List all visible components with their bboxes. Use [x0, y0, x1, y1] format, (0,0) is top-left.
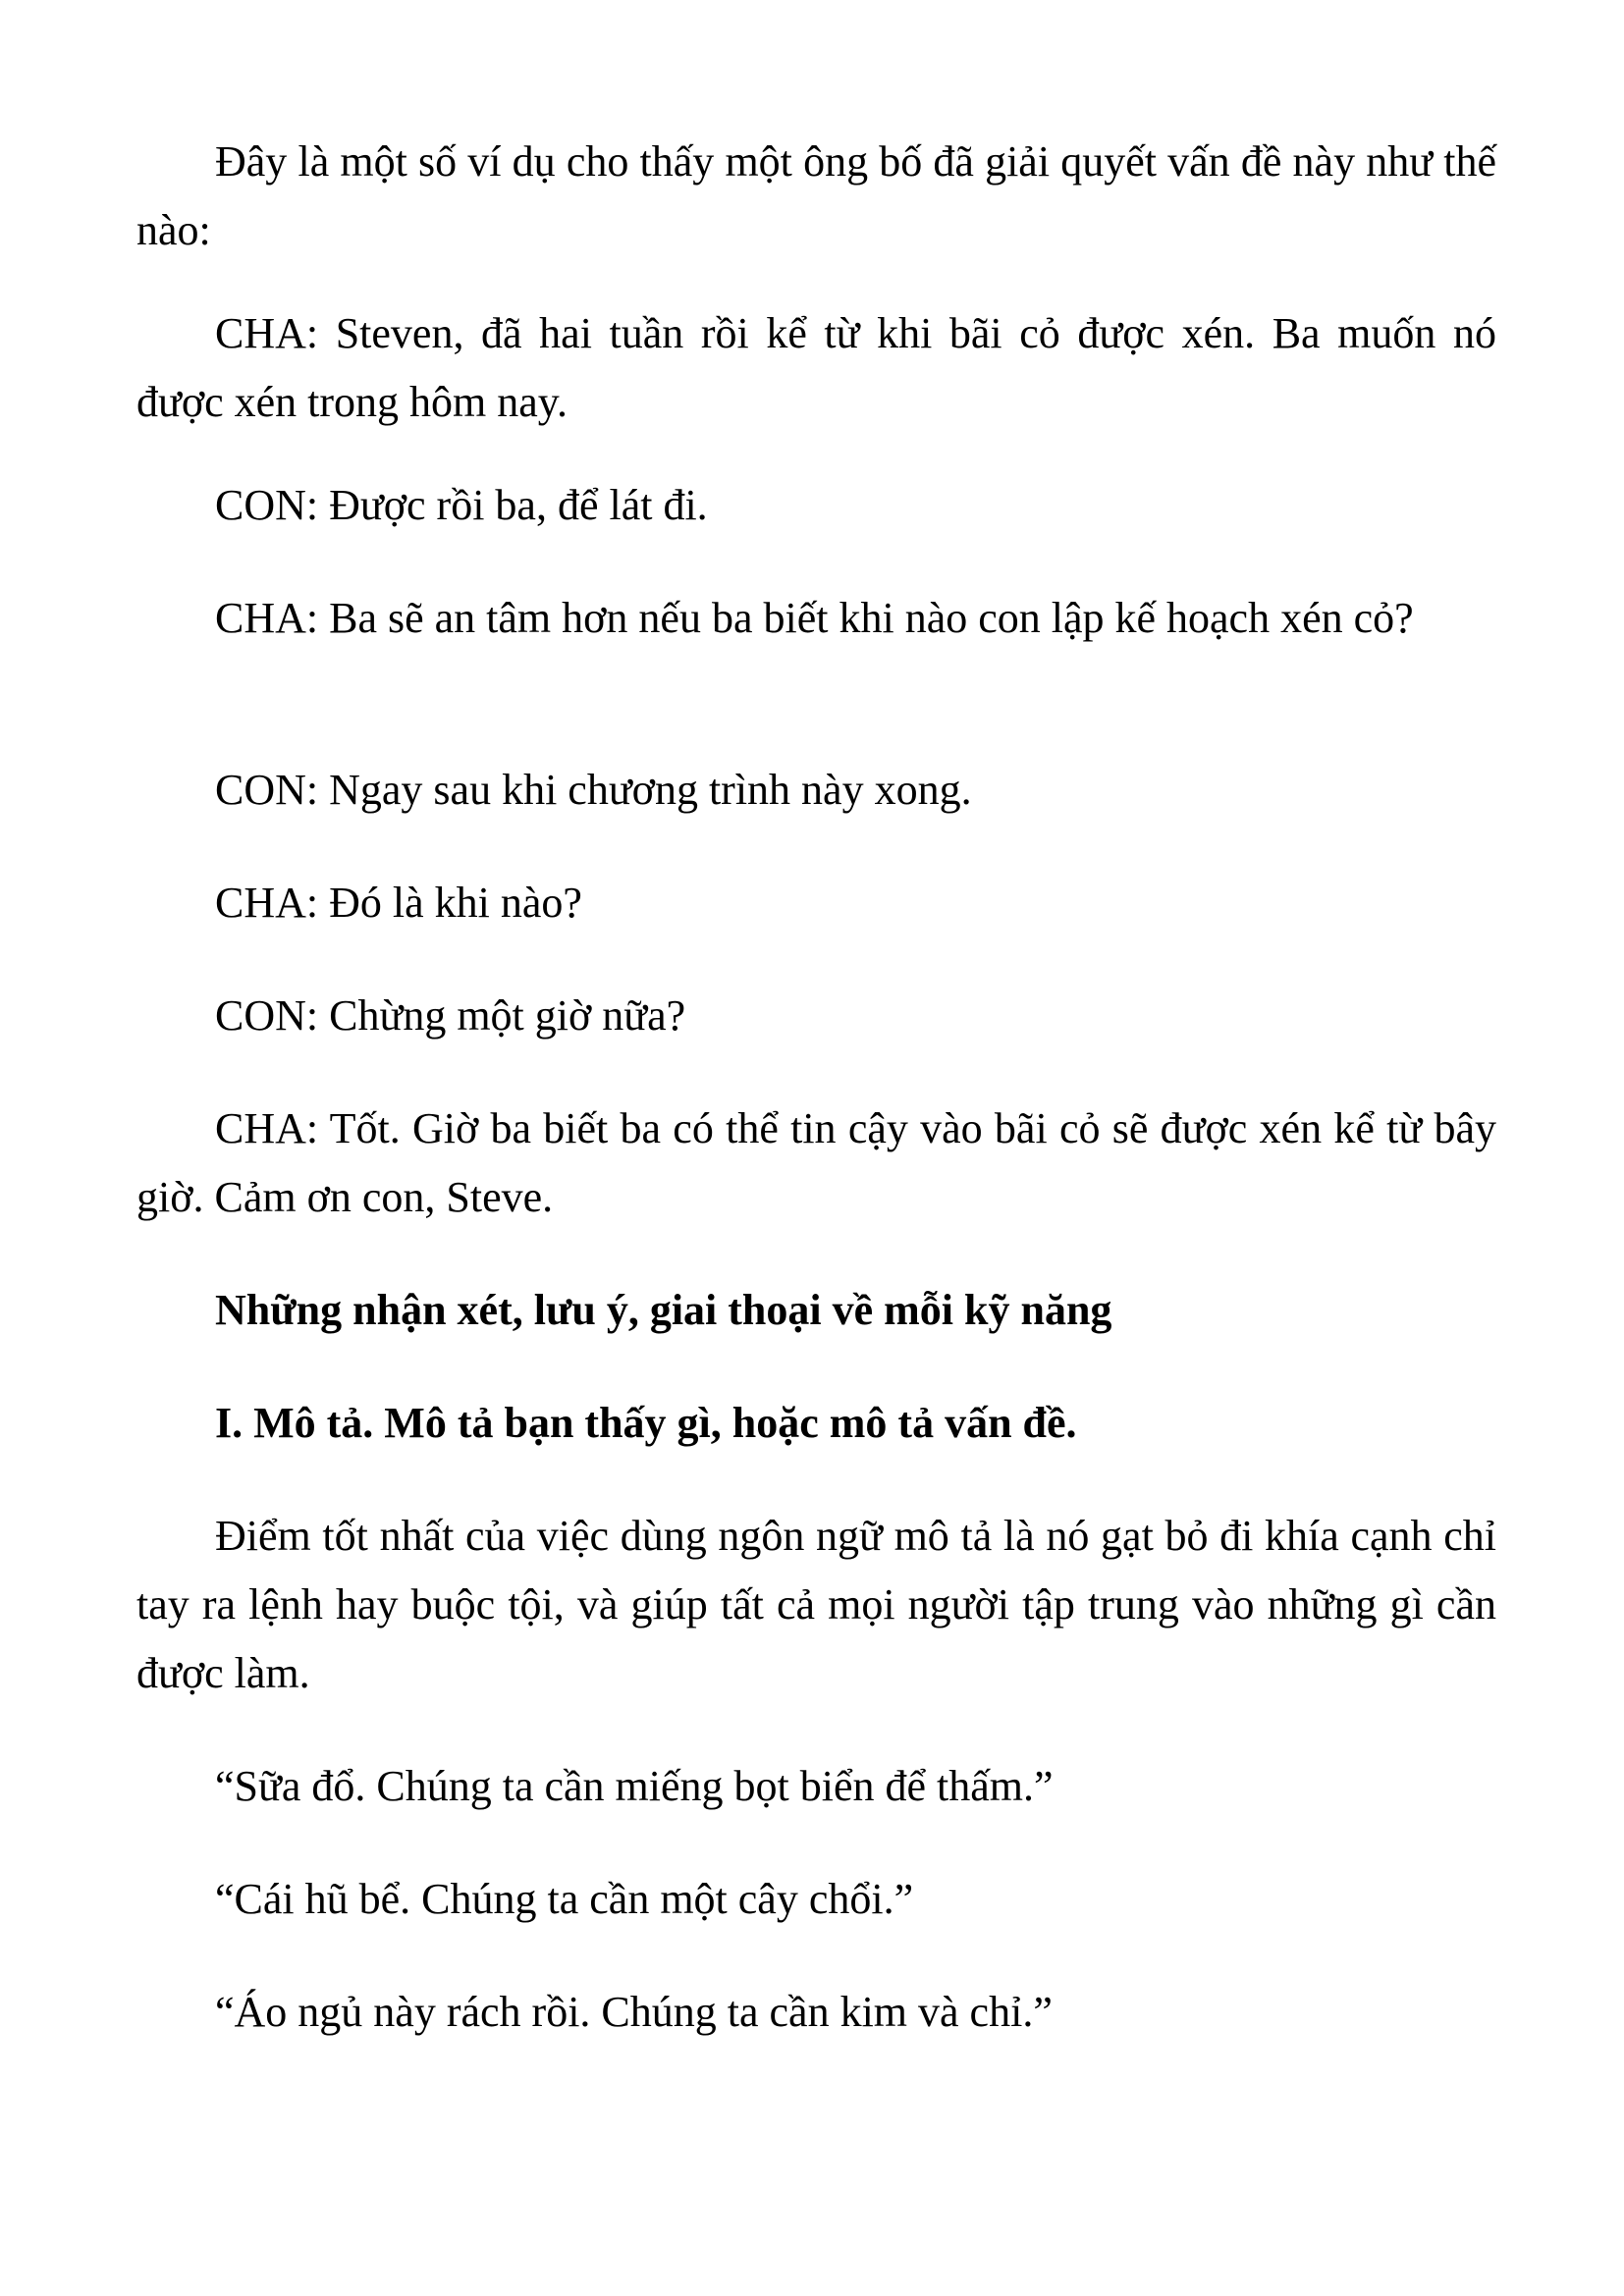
subsection-heading: I. Mô tả. Mô tả bạn thấy gì, hoặc mô tả vấn đề.: [215, 1399, 1077, 1447]
section-heading: Những nhận xét, lưu ý, giai thoại về mỗi kỹ năng: [215, 1286, 1112, 1334]
example-quote: “Cái hũ bể. Chúng ta cần một cây chổi.”: [215, 1875, 914, 1923]
dialogue-line-son: CON: Ngay sau khi chương trình này xong.: [215, 766, 972, 814]
example-quote: “Sữa đổ. Chúng ta cần miếng bọt biển để thấm.”: [215, 1762, 1054, 1810]
dialogue-line-son: CON: Chừng một giờ nữa?: [215, 991, 686, 1040]
example-quote: “Áo ngủ này rách rồi. Chúng ta cần kim và chỉ.”: [215, 1988, 1053, 2036]
dialogue-line-father: CHA: Ba sẽ an tâm hơn nếu ba biết khi nào con lập kế hoạch xén cỏ?: [215, 594, 1414, 642]
intro-paragraph: Đây là một số ví dụ cho thấy một ông bố đã giải quyết vấn đề này như thế nào:: [136, 137, 1496, 254]
dialogue-line-father: CHA: Steven, đã hai tuần rồi kể từ khi bãi cỏ được xén. Ba muốn nó được xén trong hôm nay.: [136, 309, 1496, 426]
dialogue-line-father: CHA: Đó là khi nào?: [215, 879, 582, 927]
dialogue-line-father: CHA: Tốt. Giờ ba biết ba có thể tin cậy vào bãi cỏ sẽ được xén kể từ bây giờ. Cảm ơn con, Steve.: [136, 1104, 1496, 1221]
dialogue-line-son: CON: Được rồi ba, để lát đi.: [215, 481, 708, 529]
body-paragraph: Điểm tốt nhất của việc dùng ngôn ngữ mô tả là nó gạt bỏ đi khía cạnh chỉ tay ra lệnh hay buộc tội, và giúp tất cả mọi người tập trung vào những gì cần được làm.: [136, 1512, 1496, 1697]
